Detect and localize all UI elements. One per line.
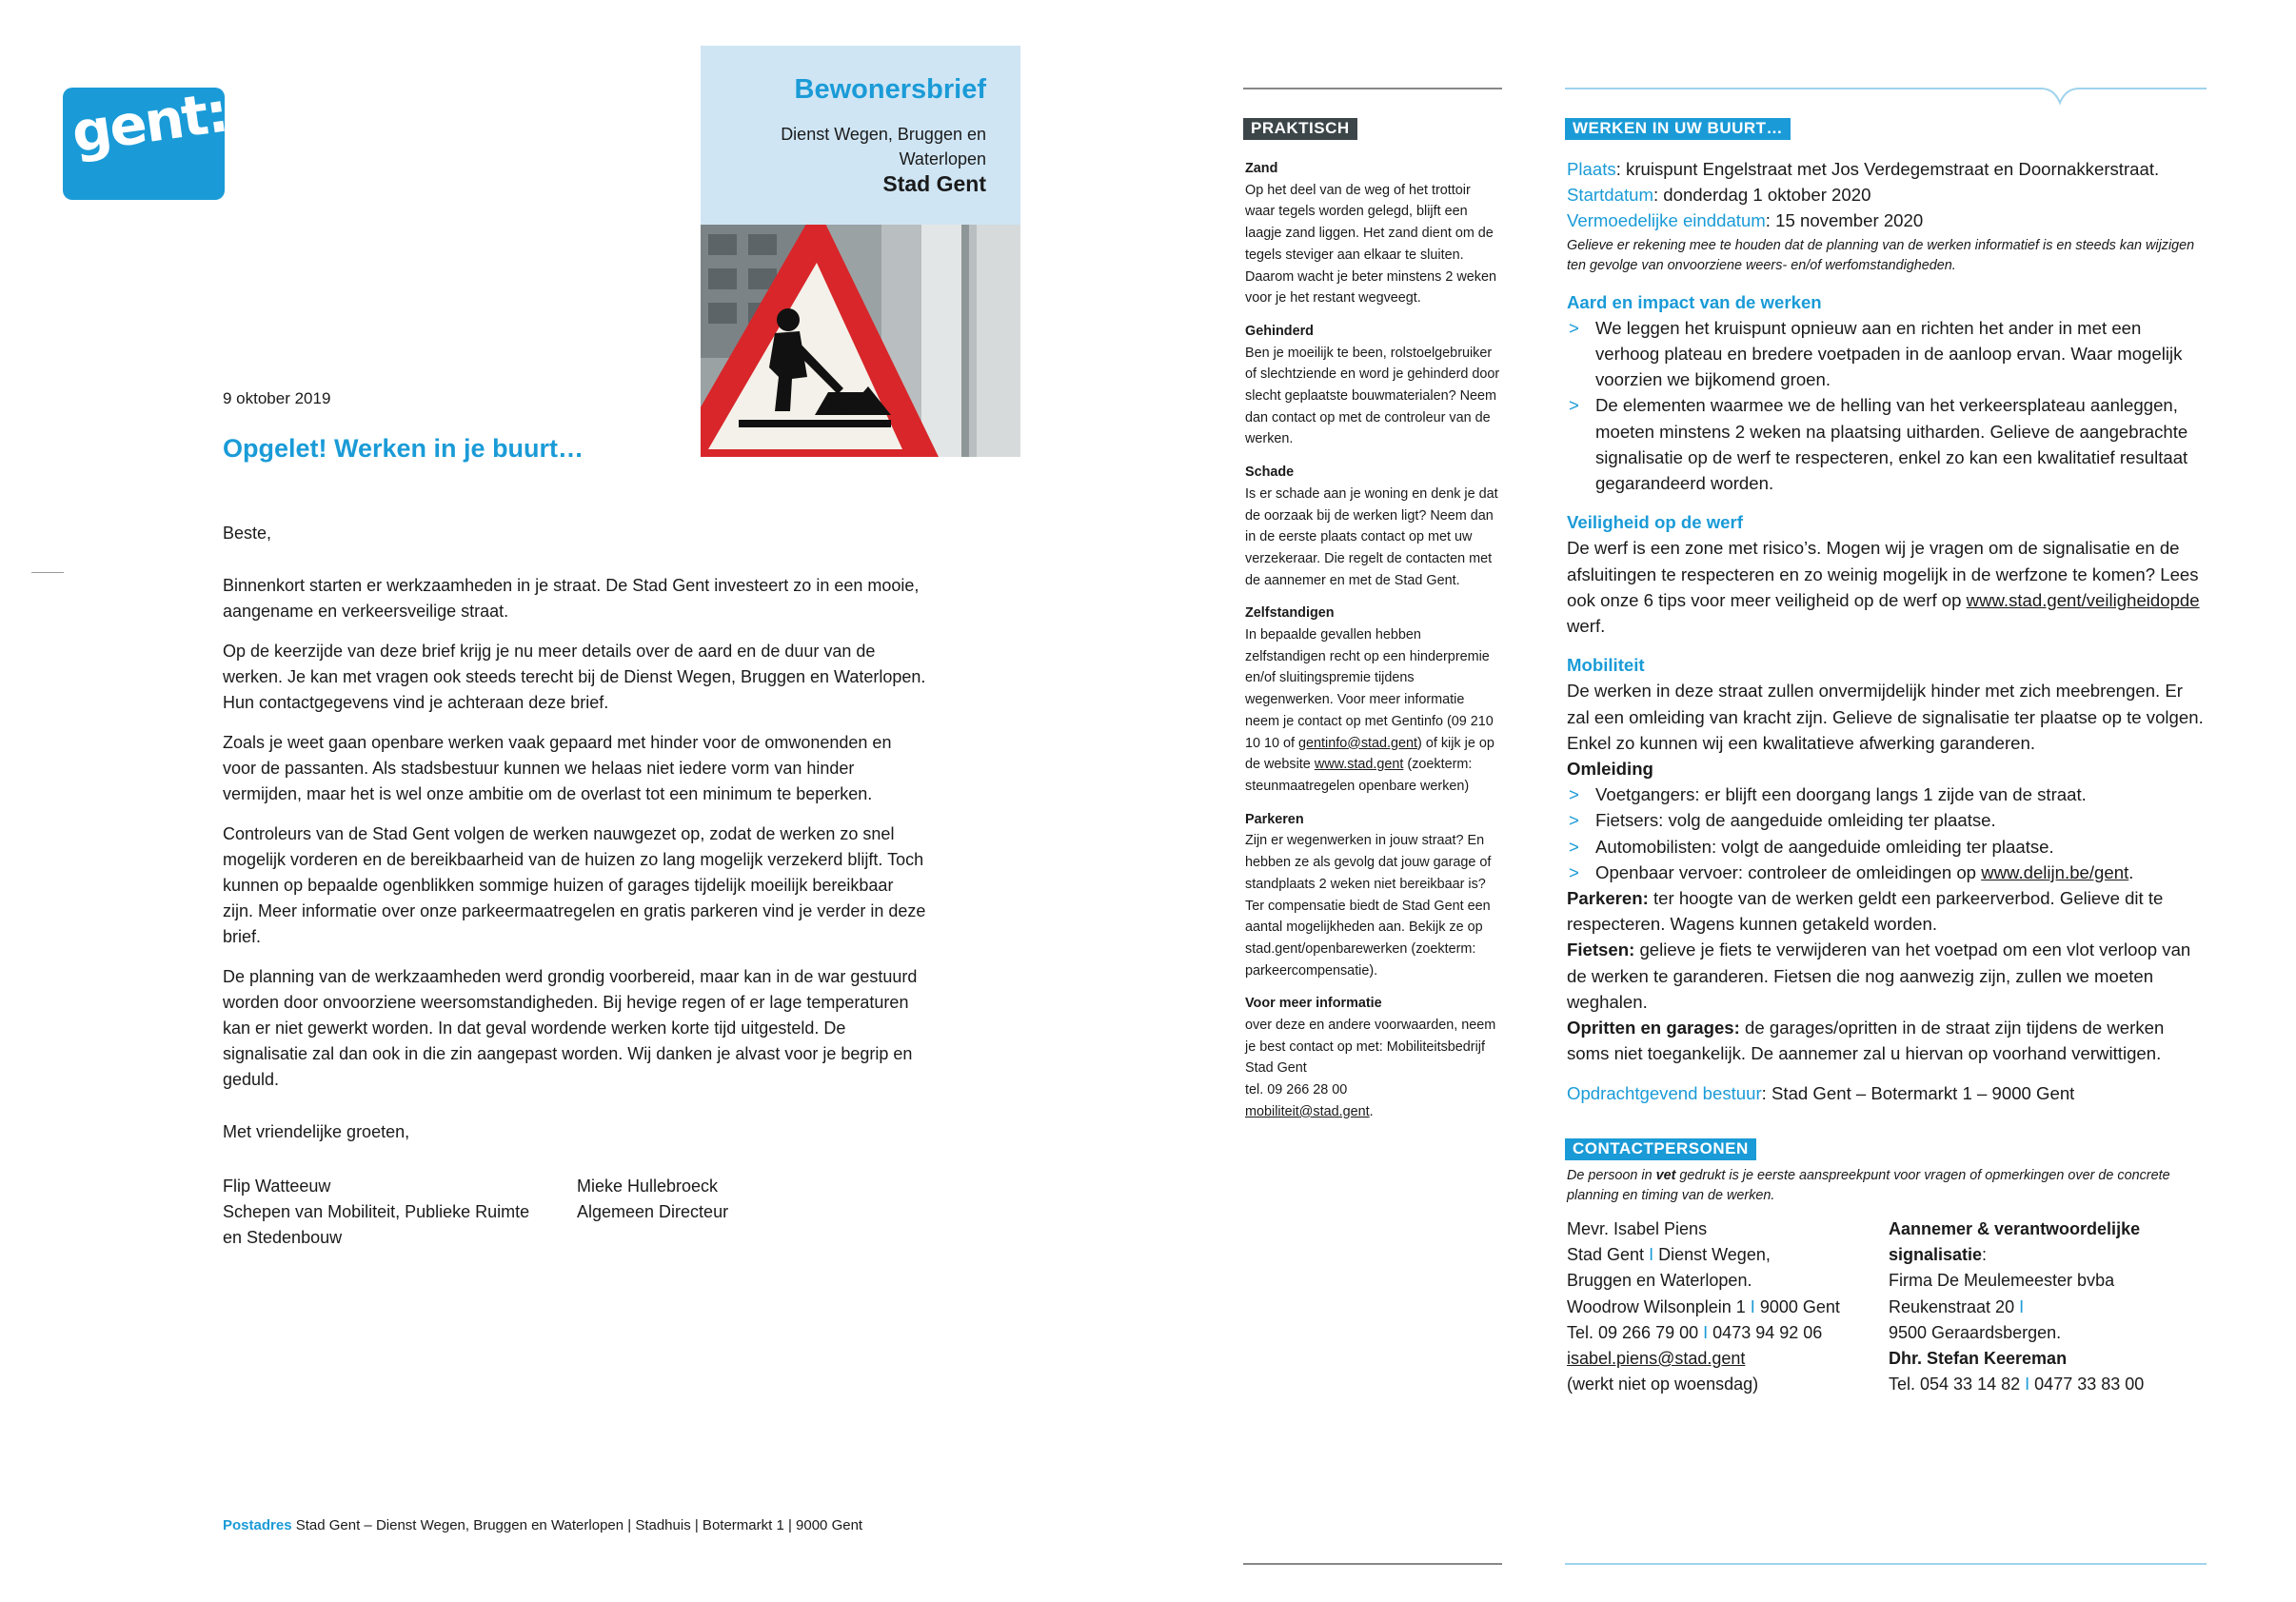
letter-paragraph: De planning van de werkzaamheden werd grondig voorbereid, maar kan in de war gestuurd worden door onvoorziene weersomstandigheden. Bij hevige regen of er lage temperaturen kan er niet gewerkt worden. In dat geval wordende werken korte tijd uitgesteld. De signalisatie zal dan ook in die zin aangepast worden. Wij danken je alvast voor je begrip en geduld. bbox=[223, 967, 918, 1089]
text-run: Openbaar vervoer: controleer de omleidingen op bbox=[1595, 861, 1982, 882]
text-run: 9000 Gent bbox=[1759, 1296, 1840, 1316]
field-value: de garages/opritten in de straat zijn tijdens de werken soms niet toegankelijk. De aannemer zal u hiervan op voorhand verwittigen. bbox=[1567, 1018, 2165, 1064]
list-item: > Fietsers: volg de aangeduide omleiding ter plaatse. bbox=[1567, 807, 2207, 833]
cover-title: Bewonersbrief bbox=[794, 74, 986, 105]
section-heading: Schade bbox=[1245, 465, 1295, 481]
stad-gent-website-link[interactable]: www.stad.gent bbox=[1314, 757, 1404, 773]
section-heading: Zelfstandigen bbox=[1245, 605, 1335, 622]
letter-paragraph: Binnenkort starten er werkzaamheden in je straat. De Stad Gent investeert zo in een mooie, aangename en verkeersveilige straat. bbox=[223, 576, 920, 621]
gentinfo-email-link[interactable]: gentinfo@stad.gent bbox=[1298, 735, 1418, 751]
contact-address bbox=[1567, 1295, 1871, 1320]
section-text: Ben je moeilijk te been, rolstoelgebruiker of slechtziende en word je gehinderd door slecht geplaatste bouwmaterialen? Neem dan contact op met de controleur van de werken. bbox=[1245, 345, 1500, 447]
letter-paragraph: Zoals je weet gaan openbare werken vaak gepaard met hinder voor de omwonenden en voor de passanten. Als stadsbestuur kunnen we helaas niet iedere vorm van hinder vermijden, maar het is wel onze ambitie om de overlast tot een minimum te beperken. bbox=[223, 733, 892, 803]
separator: I bbox=[1703, 1322, 1709, 1342]
text-run: 0473 94 92 06 bbox=[1712, 1322, 1823, 1342]
section-text bbox=[1245, 624, 1500, 798]
letter-body bbox=[223, 573, 927, 1107]
roadworks-sign-photo bbox=[701, 225, 1020, 457]
einddatum-line bbox=[1567, 208, 2207, 233]
field-label: Startdatum bbox=[1567, 185, 1653, 206]
footer-label: Postadres bbox=[223, 1517, 292, 1533]
text-run: Stad Gent bbox=[1567, 1245, 1645, 1265]
contact-firm: Firma De Meulemeester bvba bbox=[1889, 1271, 2115, 1291]
werken-tag: WERKEN IN UW BUURT… bbox=[1565, 118, 1791, 140]
field-label: Parkeren: bbox=[1567, 888, 1649, 909]
text-run: 0477 33 83 00 bbox=[2034, 1375, 2145, 1394]
text-run: . bbox=[2128, 861, 2134, 882]
fietsen-text bbox=[1567, 937, 2207, 1015]
cover-city: Stad Gent bbox=[882, 171, 986, 196]
contact-city: 9500 Geraardsbergen. bbox=[1889, 1322, 2062, 1342]
list-item: > Voetgangers: er blijft een doorgang langs 1 zijde van de straat. bbox=[1567, 781, 2207, 807]
bottom-rule bbox=[1565, 1563, 2207, 1565]
contact-note bbox=[1567, 1166, 2207, 1206]
opdrachtgever-line bbox=[1567, 1080, 2207, 1106]
bottom-rule bbox=[1243, 1563, 1502, 1565]
praktisch-column bbox=[1245, 158, 1500, 1135]
text-run: . bbox=[1369, 1103, 1374, 1119]
field-label: Opdrachtgevend bestuur bbox=[1567, 1082, 1762, 1103]
delijn-link[interactable]: www.delijn.be/gent bbox=[1981, 861, 2129, 882]
veiligheid-link[interactable]: www.stad.gent/veiligheidopde bbox=[1966, 589, 2200, 610]
field-label: Fietsen: bbox=[1567, 939, 1635, 960]
phone-number: tel. 09 266 28 00 bbox=[1245, 1082, 1348, 1098]
text-run: In bepaalde gevallen hebben zelfstandigen recht op een hinderpremie en/of sluitingspremie tijdens wegenwerken. Voor meer informatie neem je contact op met Gentinfo (09 210 10 10 of bbox=[1245, 627, 1494, 751]
letter-closing: Met vriendelijke groeten, bbox=[223, 1122, 410, 1141]
field-value: : kruispunt Engelstraat met Jos Verdegemstraat en Doornakkerstraat. bbox=[1615, 159, 2160, 179]
letter-paragraph: Controleurs van de Stad Gent volgen de werken nauwgezet op, zodat de werken zo snel mogelijk vorderen en de bereikbaarheid van de huizen zo lang mogelijk verzekerd blijft. Toch kunnen op bepaalde ogenblikken sommige huizen of garages tijdelijk moeilijk bereikbaar zijn. Meer informatie over onze parkeermaatregelen en gratis parkeren vind je verder in deze brief. bbox=[223, 824, 926, 946]
cover-block bbox=[701, 46, 1020, 457]
omleiding-list bbox=[1567, 781, 2207, 885]
fold-mark bbox=[31, 572, 64, 573]
text-run: over deze en andere voorwaarden, neem je best contact op met: Mobiliteitsbedrijf Stad Gent bbox=[1245, 1018, 1496, 1077]
text-run-bold: Dhr. Stefan Keereman bbox=[1889, 1349, 2068, 1369]
field-label: Plaats bbox=[1567, 159, 1616, 179]
text-run: De persoon in bbox=[1567, 1168, 1656, 1183]
signatory-role: Algemeen Directeur bbox=[577, 1202, 729, 1221]
list-item: > Automobilisten: volgt de aangeduide omleiding ter plaatse. bbox=[1567, 834, 2207, 860]
section-heading: Mobiliteit bbox=[1567, 655, 1645, 676]
field-value: : donderdag 1 oktober 2020 bbox=[1653, 185, 1871, 206]
aard-list bbox=[1567, 315, 2207, 496]
contact-availability: (werkt niet op woensdag) bbox=[1567, 1375, 1759, 1394]
gent-logo bbox=[63, 79, 231, 200]
field-value: : Stad Gent – Botermarkt 1 – 9000 Gent bbox=[1761, 1082, 2075, 1103]
letter-paragraph: Op de keerzijde van deze brief krijg je nu meer details over de aard en de duur van de werken. Je kan met vragen ook steeds terecht bij de Dienst Wegen, Bruggen en Waterlopen. Hun contactgegevens vind je achteraan deze brief. bbox=[223, 642, 926, 712]
contact-person-2 bbox=[1889, 1216, 2203, 1397]
contact-name: Mevr. Isabel Piens bbox=[1567, 1219, 1708, 1238]
parkeren-text bbox=[1567, 885, 2207, 937]
contact-org: Bruggen en Waterlopen. bbox=[1567, 1271, 1752, 1291]
signatory-2 bbox=[577, 1174, 862, 1225]
contact-email-row bbox=[1567, 1346, 1871, 1372]
section-heading: Voor meer informatie bbox=[1245, 996, 1382, 1012]
signatory-role: Schepen van Mobiliteit, Publieke Ruimte en Stedenbouw bbox=[223, 1202, 530, 1247]
separator: I bbox=[2025, 1375, 2030, 1394]
contactpersonen-tag: CONTACTPERSONEN bbox=[1565, 1138, 1756, 1160]
signatory-1 bbox=[223, 1174, 537, 1251]
contact-person-1 bbox=[1567, 1216, 1871, 1397]
letter-greeting: Beste, bbox=[223, 524, 272, 543]
list-item: > We leggen het kruispunt opnieuw aan en richten het ander in met een verhoog plateau en bredere voetpaden in de aanloop ervan. Waar mogelijk voorzien we bijkomend groen. bbox=[1567, 315, 2207, 393]
planning-note: Gelieve er rekening mee te houden dat de planning van de werken informatief is en steeds kan wijzigen ten gevolge van onvoorziene weers- en/of werfomstandigheden. bbox=[1567, 237, 2195, 273]
section-text: Zijn er wegenwerken in jouw straat? En hebben ze als gevolg dat jouw garage of standplaats 2 weken niet bereikbaar is? Ter compensatie biedt de Stad Gent een aantal mogelijkheden aan. Bekijk ze op stad.gent/openbarewerken (zoekterm: parkeercompensatie). bbox=[1245, 833, 1492, 979]
section-text: Op het deel van de weg of het trottoir waar tegels worden gelegd, blijft een laagje zand liggen. Het zand dient om de tegels steviger aan elkaar te sluiten. Daarom wacht je beter minstens 2 weken voor je het restant wegveegt. bbox=[1245, 182, 1496, 307]
text-run: ) of kijk je op de website bbox=[1245, 735, 1494, 773]
text-run: (zoekterm: steunmaatregelen openbare werken) bbox=[1245, 757, 1473, 794]
field-value: gelieve je fiets te verwijderen van het voetpad om een vlot verloop van de werken te garanderen. Fietsen die nog aanwezig zijn, zullen we moeten weghalen. bbox=[1567, 939, 2191, 1012]
separator: I bbox=[1750, 1296, 1755, 1316]
top-rule bbox=[1243, 88, 1502, 89]
omleiding-heading: Omleiding bbox=[1567, 759, 1653, 780]
text-run: gedrukt is je eerste aanspreekpunt voor vragen of opmerkingen over de concrete planning en timing van de werken. bbox=[1567, 1168, 2170, 1203]
list-item bbox=[1567, 860, 2207, 885]
cover-department: Dienst Wegen, Bruggen en Waterlopen bbox=[781, 125, 986, 168]
contact-title bbox=[1889, 1216, 2203, 1268]
logo-text: gent: bbox=[68, 79, 231, 166]
top-rule-notch bbox=[1565, 80, 2208, 109]
signatory-name: Flip Watteeuw bbox=[223, 1177, 331, 1196]
contact-org bbox=[1567, 1242, 1871, 1268]
mobiliteit-email-link[interactable]: mobiliteit@stad.gent bbox=[1245, 1103, 1370, 1119]
veiligheid-text bbox=[1567, 535, 2207, 639]
text-run: werf. bbox=[1567, 616, 1606, 637]
text-run: Tel. 09 266 79 00 bbox=[1567, 1322, 1699, 1342]
field-label: Opritten en garages: bbox=[1567, 1018, 1740, 1038]
section-text: Is er schade aan je woning en denk je dat de oorzaak bij de werken ligt? Neem dan in de eerste plaats contact op met uw verzekeraar. Die regelt de contacten met de aannemer en met de Stad Gent. bbox=[1245, 485, 1498, 588]
signatory-name: Mieke Hullebroeck bbox=[577, 1177, 719, 1196]
text-run-bold: vet bbox=[1655, 1168, 1676, 1183]
section-text bbox=[1245, 1015, 1500, 1123]
praktisch-tag: PRAKTISCH bbox=[1243, 118, 1357, 140]
contact-email-link[interactable]: isabel.piens@stad.gent bbox=[1567, 1349, 1746, 1369]
contact-name bbox=[1889, 1346, 2203, 1372]
letter-headline: Opgelet! Werken in je buurt… bbox=[223, 434, 584, 463]
text-run: Reukenstraat 20 bbox=[1889, 1296, 2015, 1316]
section-heading: Gehinderd bbox=[1245, 323, 1314, 339]
startdatum-line bbox=[1567, 182, 2207, 208]
list-item: > De elementen waarmee we de helling van het verkeersplateau aanleggen, moeten minstens 2 weken na plaatsing uitharden. Gelieve de aangebrachte signalisatie op de werf te respecteren, enkel zo kan een kwalitatief resultaat gegarandeerd worden. bbox=[1567, 392, 2207, 496]
separator: I bbox=[1649, 1245, 1654, 1265]
text-run: Dienst Wegen, bbox=[1658, 1245, 1771, 1265]
field-value: : 15 november 2020 bbox=[1765, 210, 1924, 231]
contact-phone bbox=[1567, 1320, 1871, 1346]
contact-street bbox=[1889, 1295, 2203, 1320]
text-run: Tel. 054 33 14 82 bbox=[1889, 1375, 2021, 1394]
opritten-text bbox=[1567, 1015, 2207, 1066]
text-run: Woodrow Wilsonplein 1 bbox=[1567, 1296, 1746, 1316]
separator: I bbox=[2019, 1296, 2025, 1316]
postal-footer bbox=[223, 1517, 862, 1533]
text-run: De werf is een zone met risico’s. Mogen wij je vragen om de signalisatie en de afsluitingen te respecteren en zo weinig mogelijk in de werfzone te komen? Lees ook onze 6 tips voor meer veiligheid op de werf op bbox=[1567, 538, 2199, 610]
text-run-bold: Aannemer & verantwoordelijke signalisatie bbox=[1889, 1219, 2141, 1265]
section-heading: Parkeren bbox=[1245, 811, 1304, 827]
section-heading: Aard en impact van de werken bbox=[1567, 291, 1822, 312]
plaats-line bbox=[1567, 156, 2207, 182]
field-label: Vermoedelijke einddatum bbox=[1567, 210, 1766, 231]
contact-phone bbox=[1889, 1372, 2203, 1397]
werken-column bbox=[1567, 156, 2207, 1106]
field-value: ter hoogte van de werken geldt een parkeerverbod. Gelieve dit te respecteren. Wagens kunnen getakeld worden. bbox=[1567, 888, 2164, 935]
section-heading: Veiligheid op de werf bbox=[1567, 512, 1743, 533]
text-run: : bbox=[1982, 1245, 1988, 1265]
letter-date: 9 oktober 2019 bbox=[223, 389, 331, 407]
section-heading: Zand bbox=[1245, 161, 1278, 176]
footer-address: Stad Gent – Dienst Wegen, Bruggen en Waterlopen | Stadhuis | Botermarkt 1 | 9000 Gent bbox=[295, 1517, 863, 1533]
mobiliteit-text: De werken in deze straat zullen onvermijdelijk hinder met zich meebrengen. Er zal een omleiding van kracht zijn. Gelieve de signalisatie ter plaatse op te volgen. Enkel zo kunnen wij een kwalitatieve afwerking garanderen. bbox=[1567, 681, 2204, 753]
